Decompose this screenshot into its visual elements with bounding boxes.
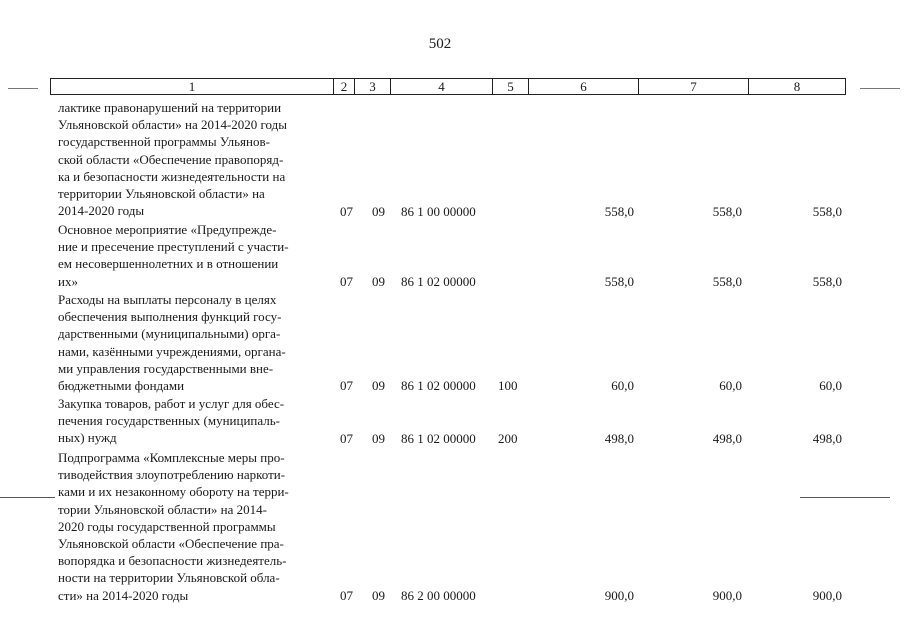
table-row xyxy=(0,395,905,447)
header-col-3: 3 xyxy=(354,78,390,95)
col-2-value: 07 xyxy=(340,377,353,393)
col-8-value: 558,0 xyxy=(812,273,842,289)
col-4-value: 86 1 02 00000 xyxy=(401,273,476,289)
row-description: Подпрограмма «Комплексные меры про- тиводействия злоупотреблению наркоти- ками и их незаконному обороту на терри- тории Ульяновской области» на 2014- 2020 годы государственной программы Ульяновской области «Обеспечение пра- вопорядка и безопасности жизнедеятель- ности на территории Ульяновской обла- сти» на 2014-2020 годы xyxy=(58,450,289,603)
col-4-value: 86 2 00 00000 xyxy=(401,587,476,603)
col-3-value: 09 xyxy=(372,273,385,289)
col-5-value: 200 xyxy=(498,430,518,446)
col-6-value: 558,0 xyxy=(604,273,634,289)
row-description: Основное мероприятие «Предупрежде- ние и пресечение преступлений с участи- ем несовершеннолетних и в отношении их» xyxy=(58,222,289,289)
col-6-value: 60,0 xyxy=(611,377,634,393)
page-number: 502 xyxy=(428,36,452,52)
col-7-value: 558,0 xyxy=(712,273,742,289)
col-7-value: 558,0 xyxy=(712,203,742,219)
table-header-row xyxy=(50,78,846,95)
col-2-value: 07 xyxy=(340,203,353,219)
col-4-value: 86 1 00 00000 xyxy=(401,203,476,219)
col-3-value: 09 xyxy=(372,377,385,393)
col-2-value: 07 xyxy=(340,430,353,446)
col-2-value: 07 xyxy=(340,273,353,289)
scan-mark-left-top xyxy=(8,88,38,89)
col-7-value: 60,0 xyxy=(719,377,742,393)
table-row xyxy=(0,449,905,604)
header-col-5: 5 xyxy=(492,78,528,95)
col-3-value: 09 xyxy=(372,203,385,219)
col-5-value: 100 xyxy=(498,377,518,393)
col-3-value: 09 xyxy=(372,430,385,446)
scan-mark-right-top xyxy=(860,88,900,89)
row-description: Закупка товаров, работ и услуг для обес- печения государственных (муниципаль- ных) нужд xyxy=(58,396,285,446)
col-8-value: 60,0 xyxy=(819,377,842,393)
header-col-4: 4 xyxy=(390,78,492,95)
table-row xyxy=(0,291,905,394)
row-description: Расходы на выплаты персоналу в целях обеспечения выполнения функций госу- дарственными (муниципальными) орга- нами, казёнными учреждениями, органа- ми управления государственными вне- бюджетными фондами xyxy=(58,292,286,393)
col-4-value: 86 1 02 00000 xyxy=(401,377,476,393)
header-col-6: 6 xyxy=(528,78,638,95)
header-col-1: 1 xyxy=(50,78,333,95)
header-col-8: 8 xyxy=(748,78,846,95)
col-6-value: 900,0 xyxy=(604,587,634,603)
table-row xyxy=(0,221,905,290)
col-8-value: 900,0 xyxy=(812,587,842,603)
col-7-value: 900,0 xyxy=(712,587,742,603)
col-8-value: 558,0 xyxy=(812,203,842,219)
col-2-value: 07 xyxy=(340,587,353,603)
col-4-value: 86 1 02 00000 xyxy=(401,430,476,446)
col-7-value: 498,0 xyxy=(712,430,742,446)
col-6-value: 498,0 xyxy=(604,430,634,446)
col-6-value: 558,0 xyxy=(604,203,634,219)
col-8-value: 498,0 xyxy=(812,430,842,446)
row-description: лактике правонарушений на территории Ульяновской области» на 2014-2020 годы государственной программы Ульянов- ской области «Обеспечение правопоряд- ка и безопасности жизнедеятельности на территории Ульяновской области» на 2014-2020 годы xyxy=(58,100,288,219)
table-row xyxy=(0,99,905,220)
header-col-2: 2 xyxy=(333,78,354,95)
header-col-7: 7 xyxy=(638,78,748,95)
col-3-value: 09 xyxy=(372,587,385,603)
